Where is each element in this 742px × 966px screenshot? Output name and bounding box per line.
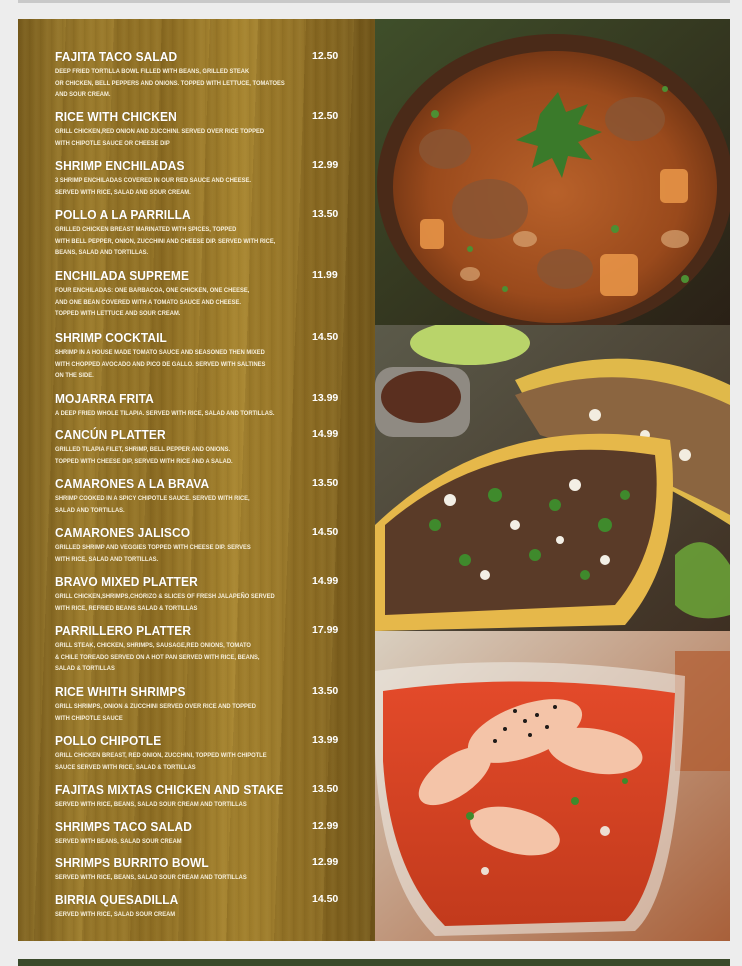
top-divider bbox=[18, 0, 730, 3]
menu-item-description-line: BEANS, SALAD AND TORTILLAS. bbox=[55, 249, 149, 256]
menu-item-description bbox=[55, 836, 319, 848]
menu-item-description bbox=[55, 66, 319, 101]
menu-item-description-line: 3 SHRIMP ENCHILADAS COVERED IN OUR RED SAUCE AND CHEESE. bbox=[55, 177, 252, 184]
menu-item-description-line: GRILL CHICKEN,SHRIMPS,CHORIZO & SLICES OF FRESH JALAPEÑO SERVED bbox=[55, 593, 275, 600]
menu-item-description-line: SERVED WITH RICE, SALAD AND SOUR CREAM. bbox=[55, 188, 191, 196]
menu-item bbox=[55, 158, 345, 198]
menu-item-description-line: GRILLED TILAPIA FILET, SHRIMP, BELL PEPPER AND ONIONS. bbox=[55, 446, 231, 453]
menu-item-description-line: SHRIMP IN A HOUSE MADE TOMATO SAUCE AND SEASONED THEN MIXED bbox=[55, 349, 265, 356]
menu-item-description bbox=[55, 347, 319, 382]
menu-item-description bbox=[55, 591, 319, 614]
menu-item-description-line: WITH CHIPOTLE SAUCE OR CHEESE DIP bbox=[55, 139, 170, 147]
menu-item-description-line: SALAD & TORTILLAS bbox=[55, 665, 115, 672]
menu-item-description-line: AND SOUR CREAM. bbox=[55, 91, 111, 98]
menu-item-name: MOJARRA FRITA bbox=[55, 391, 154, 406]
menu-item-price: 12.99 bbox=[312, 159, 339, 171]
menu-item-description-line: GRILLED SHRIMP AND VEGGIES TOPPED WITH CHEESE DIP. SERVES bbox=[55, 544, 251, 551]
menu-item-description bbox=[55, 640, 319, 675]
menu-item-name: SHRIMP ENCHILADAS bbox=[55, 158, 185, 173]
menu-item-description-line: TOPPED WITH CHEESE DIP, SERVED WITH RICE AND A SALAD. bbox=[55, 457, 233, 465]
menu-item-price: 13.50 bbox=[312, 208, 339, 220]
menu-item bbox=[55, 819, 345, 848]
menu-item-description-line: GRILL CHICKEN,RED ONION AND ZUCCHINI. SERVED OVER RICE TOPPED bbox=[55, 128, 265, 135]
menu-item-description-line: AND ONE BEAN COVERED WITH A TOMATO SAUCE AND CHEESE. bbox=[55, 298, 242, 306]
menu-item-description bbox=[55, 285, 319, 320]
menu-item-description-line: GRILL STEAK, CHICKEN, SHRIMPS, SAUSAGE,RED ONIONS, TOMATO bbox=[55, 642, 251, 649]
menu-item-description-line: GRILL SHRIMPS, ONION & ZUCCHINI SERVED OVER RICE AND TOPPED bbox=[55, 703, 256, 710]
menu-item-price: 12.50 bbox=[312, 50, 339, 62]
menu-item-name: SHRIMPS BURRITO BOWL bbox=[55, 855, 209, 870]
menu-item-description-line: ON THE SIDE. bbox=[55, 372, 94, 379]
menu-item bbox=[55, 268, 345, 320]
menu-item-name: RICE WHITH SHRIMPS bbox=[55, 684, 186, 699]
menu-item-description-line: SERVED WITH RICE, BEANS, SALAD SOUR CREAM AND TORTILLAS bbox=[55, 801, 247, 808]
menu-item-description-line: WITH CHOPPED AVOCADO AND PICO DE GALLO. SERVED WITH SALTINES bbox=[55, 360, 266, 368]
menu-item-description bbox=[55, 799, 319, 811]
menu-item bbox=[55, 427, 345, 467]
menu-item bbox=[55, 109, 345, 149]
menu-item-name: FAJITA TACO SALAD bbox=[55, 49, 178, 64]
menu-item-name: CAMARONES JALISCO bbox=[55, 525, 191, 540]
menu-item-price: 14.99 bbox=[312, 575, 339, 587]
menu-item-price: 13.50 bbox=[312, 685, 339, 697]
menu-item-description-line: WITH CHIPOTLE SAUCE bbox=[55, 714, 123, 722]
menu-item-description-line: SERVED WITH RICE, SALAD SOUR CREAM bbox=[55, 911, 176, 918]
menu-item-description-line: SHRIMP COOKED IN A SPICY CHIPOTLE SAUCE. SERVED WITH RICE, bbox=[55, 495, 250, 502]
menu-item-description-line: OR CHICKEN, BELL PEPPERS AND ONIONS. TOPPED WITH LETTUCE, TOMATOES bbox=[55, 79, 285, 87]
menu-item-description-line: SERVED WITH RICE, BEANS, SALAD SOUR CREAM AND TORTILLAS bbox=[55, 874, 247, 881]
menu-item bbox=[55, 892, 345, 921]
menu-item bbox=[55, 574, 345, 614]
menu-item-description-line: WITH RICE, REFRIED BEANS SALAD & TORTILLAS bbox=[55, 604, 198, 612]
menu-item-name: ENCHILADA SUPREME bbox=[55, 268, 190, 283]
menu-item-price: 12.99 bbox=[312, 820, 339, 832]
menu-item-price: 17.99 bbox=[312, 624, 339, 636]
menu-item-description-line: & CHILE TOREADO SERVED ON A HOT PAN SERVED WITH RICE, BEANS, bbox=[55, 653, 260, 661]
menu-item-name: CAMARONES A LA BRAVA bbox=[55, 476, 210, 491]
menu-item-description-line: GRILLED CHICKEN BREAST MARINATED WITH SPICES, TOPPED bbox=[55, 226, 237, 233]
menu-item-name: POLLO CHIPOTLE bbox=[55, 733, 162, 748]
menu-item-description bbox=[55, 444, 319, 467]
menu-item-description-line: SALAD AND TORTILLAS. bbox=[55, 506, 125, 514]
menu-item-name: CANCÚN PLATTER bbox=[55, 427, 166, 442]
menu-item-price: 13.50 bbox=[312, 477, 339, 489]
menu-page bbox=[18, 19, 730, 941]
menu-item-price: 14.99 bbox=[312, 428, 339, 440]
menu-item bbox=[55, 49, 345, 101]
menu-item-description bbox=[55, 126, 319, 149]
tacos-photo bbox=[375, 325, 730, 631]
menu-item-description-line: FOUR ENCHILADAS: ONE BARBACOA, ONE CHICKEN, ONE CHEESE, bbox=[55, 287, 250, 294]
menu-item bbox=[55, 476, 345, 516]
menu-item-description-line: SERVED WITH BEANS, SALAD SOUR CREAM bbox=[55, 838, 182, 845]
menu-item-description-line: TOPPED WITH LETTUCE AND SOUR CREAM. bbox=[55, 310, 181, 317]
menu-item-name: PARRILLERO PLATTER bbox=[55, 623, 192, 638]
menu-item-description-line: GRILL CHICKEN BREAST, RED ONION, ZUCCHINI, TOPPED WITH CHIPOTLE bbox=[55, 752, 267, 759]
bottom-divider bbox=[18, 959, 730, 966]
menu-item bbox=[55, 525, 345, 565]
menu-item-description-line: A DEEP FRIED WHOLE TILAPIA. SERVED WITH RICE, SALAD AND TORTILLAS. bbox=[55, 410, 275, 417]
menu-item-name: SHRIMP COCKTAIL bbox=[55, 330, 167, 345]
menu-item-name: BRAVO MIXED PLATTER bbox=[55, 574, 198, 589]
menu-item-price: 13.50 bbox=[312, 783, 339, 795]
stew-bowl-photo bbox=[375, 19, 730, 325]
menu-item bbox=[55, 855, 345, 884]
menu-item-name: FAJITAS MIXTAS CHICKEN AND STAKE bbox=[55, 782, 284, 797]
menu-item-price: 11.99 bbox=[312, 269, 338, 281]
menu-item bbox=[55, 207, 345, 259]
menu-item-description bbox=[55, 224, 319, 259]
menu-item-description-line: WITH RICE, SALAD AND TORTILLAS. bbox=[55, 555, 159, 563]
menu-item bbox=[55, 782, 345, 811]
menu-item-price: 14.50 bbox=[312, 526, 339, 538]
menu-item-description bbox=[55, 909, 319, 921]
menu-item bbox=[55, 330, 345, 382]
menu-item bbox=[55, 391, 345, 420]
menu-item-name: SHRIMPS TACO SALAD bbox=[55, 819, 192, 834]
menu-item-price: 14.50 bbox=[312, 893, 339, 905]
menu-item-description bbox=[55, 493, 319, 516]
shrimp-cocktail-photo bbox=[375, 631, 730, 941]
menu-item-name: POLLO A LA PARRILLA bbox=[55, 207, 191, 222]
menu-item bbox=[55, 733, 345, 773]
menu-item-description bbox=[55, 175, 319, 198]
menu-item-description bbox=[55, 872, 319, 884]
menu-item-price: 12.50 bbox=[312, 110, 339, 122]
menu-item-price: 14.50 bbox=[312, 331, 339, 343]
menu-item-description bbox=[55, 542, 319, 565]
menu-item-name: RICE WITH CHICKEN bbox=[55, 109, 177, 124]
menu-item-price: 13.99 bbox=[312, 392, 339, 404]
menu-item-price: 12.99 bbox=[312, 856, 339, 868]
menu-item-price: 13.99 bbox=[312, 734, 339, 746]
menu-item bbox=[55, 623, 345, 675]
menu-item-description-line: WITH BELL PEPPER, ONION, ZUCCHINI AND CHEESE DIP. SERVED WITH RICE, bbox=[55, 237, 276, 245]
menu-item-description bbox=[55, 701, 319, 724]
menu-item-name: BIRRIA QUESADILLA bbox=[55, 892, 179, 907]
menu-item-description-line: SAUCE SERVED WITH RICE, SALAD & TORTILLAS bbox=[55, 763, 196, 771]
menu-list-panel bbox=[18, 19, 375, 941]
menu-item-description-line: DEEP FRIED TORTILLA BOWL FILLED WITH BEANS, GRILLED STEAK bbox=[55, 68, 250, 75]
menu-item-description bbox=[55, 750, 319, 773]
menu-item bbox=[55, 684, 345, 724]
menu-item-description bbox=[55, 408, 319, 420]
